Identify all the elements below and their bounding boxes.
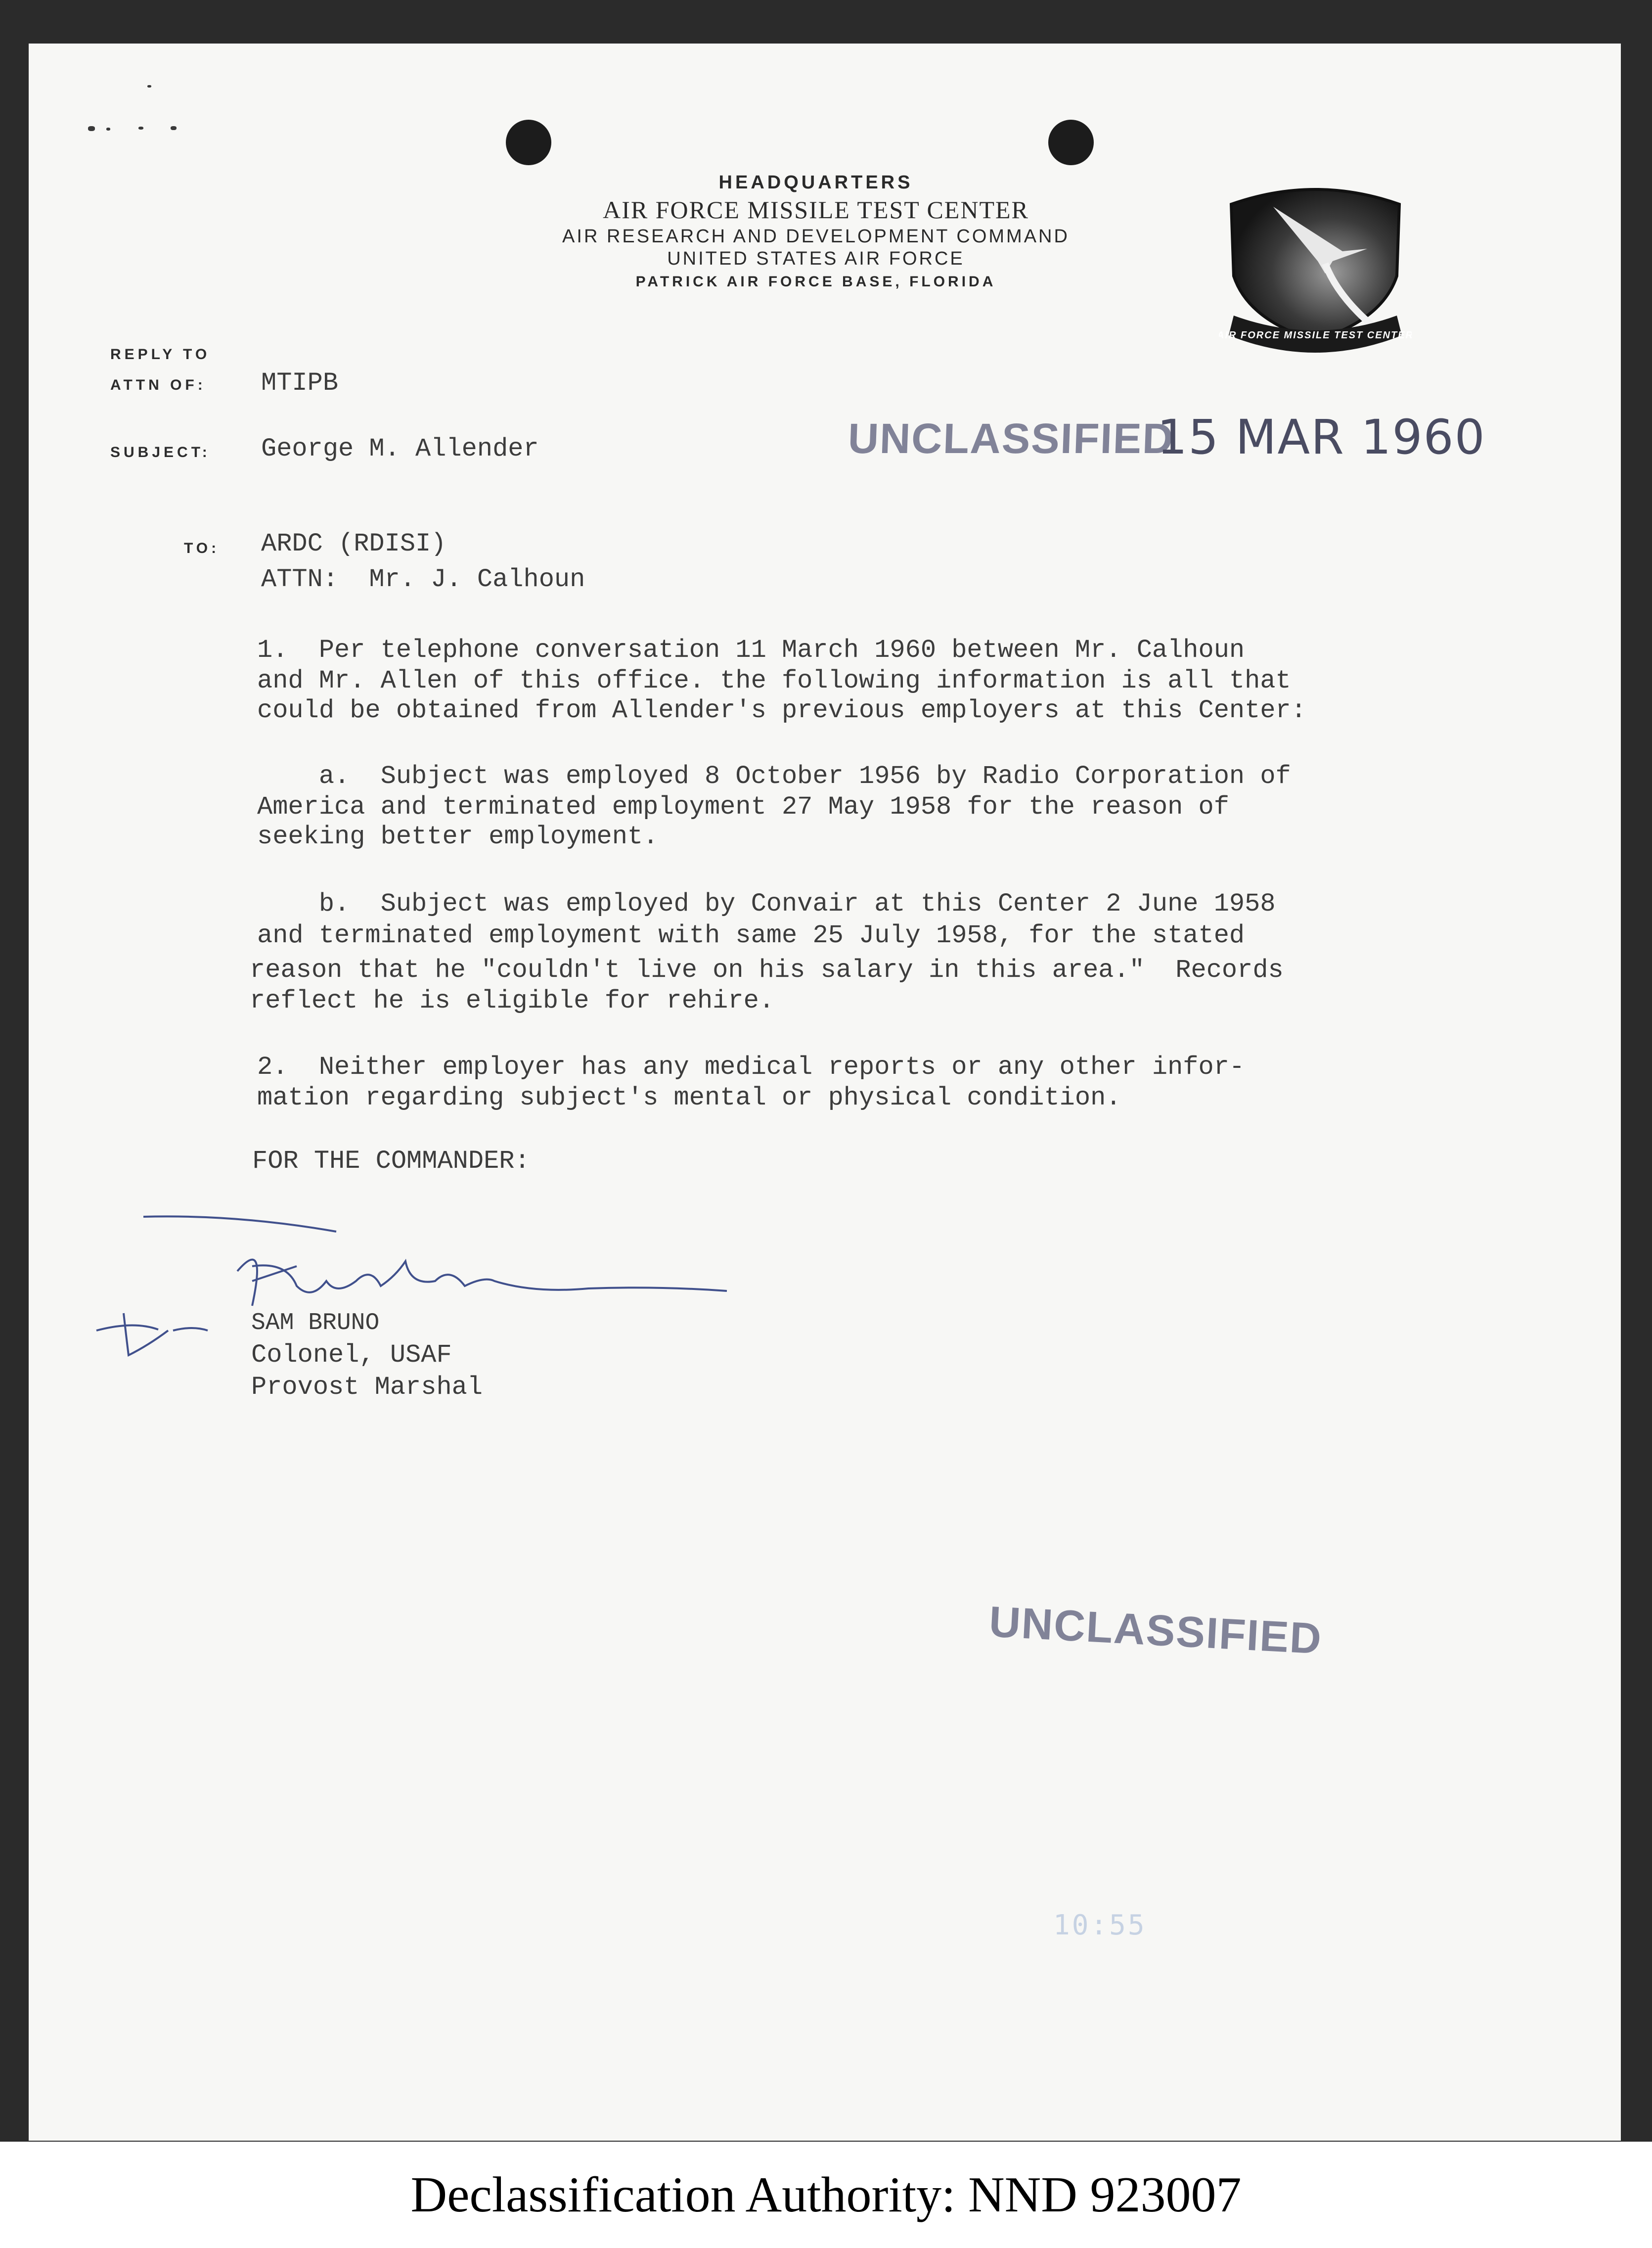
letterhead-line5: PATRICK AIR FORCE BASE, FLORIDA: [635, 274, 996, 290]
date-stamp: 15 MAR 1960: [1157, 410, 1486, 465]
closing-line: FOR THE COMMANDER:: [252, 1147, 530, 1176]
paragraph-b-line3: reason that he "couldn't live on his salary in this area." Records: [250, 956, 1284, 985]
declassification-footer: Declassification Authority: NND 923007: [0, 2142, 1652, 2248]
paragraph-a-line1: a. Subject was employed 8 October 1956 by Radio Corporation of: [257, 762, 1291, 791]
signer-rank: Colonel, USAF: [251, 1340, 452, 1370]
paper-speck: [171, 126, 177, 130]
paper-speck: [138, 127, 143, 130]
punch-hole-left: [506, 120, 551, 165]
to-line1: ARDC (RDISI): [261, 529, 446, 558]
attn-of-label: ATTN OF:: [110, 377, 206, 393]
paragraph-b-line1: b. Subject was employed by Convair at this Center 2 June 1958: [257, 889, 1276, 918]
signer-name: SAM BRUNO: [251, 1310, 380, 1336]
punch-hole-right: [1048, 120, 1094, 165]
paragraph-1-line1: 1. Per telephone conversation 11 March 1960 between Mr. Calhoun: [257, 636, 1245, 665]
paragraph-a-line3: seeking better employment.: [257, 822, 659, 851]
paper-speck: [147, 85, 151, 88]
paragraph-b-line4: reflect he is eligible for rehire.: [250, 986, 774, 1015]
signer-title: Provost Marshal: [251, 1373, 483, 1402]
paper-speck: [106, 128, 110, 131]
paragraph-2-line1: 2. Neither employer has any medical reports or any other infor-: [257, 1053, 1245, 1082]
to-label: TO:: [184, 540, 220, 556]
emblem-text: AIR FORCE MISSILE TEST CENTER: [1219, 330, 1412, 341]
letterhead-line2: AIR FORCE MISSILE TEST CENTER: [603, 196, 1029, 224]
subject-label: SUBJECT:: [110, 444, 211, 460]
paragraph-1-line2: and Mr. Allen of this office. the following information is all that: [257, 666, 1291, 695]
command-emblem: [1219, 177, 1412, 365]
classification-stamp-bottom: UNCLASSIFIED: [987, 1597, 1324, 1663]
classification-stamp-top: UNCLASSIFIED: [847, 415, 1175, 462]
paragraph-a-line2: America and terminated employment 27 May 1958 for the reason of: [257, 792, 1229, 822]
subject-value: George M. Allender: [261, 434, 539, 463]
to-line2: ATTN: Mr. J. Calhoun: [261, 565, 585, 594]
paragraph-2-line2: mation regarding subject's mental or physical condition.: [257, 1083, 1121, 1112]
paper-speck: [88, 126, 95, 131]
letterhead-line3: AIR RESEARCH AND DEVELOPMENT COMMAND: [562, 226, 1070, 247]
letterhead-line1: HEADQUARTERS: [718, 172, 913, 193]
paragraph-b-line2: and terminated employment with same 25 July 1958, for the stated: [257, 921, 1245, 950]
time-stamp: 10:55: [1053, 1909, 1147, 1941]
letterhead-line4: UNITED STATES AIR FORCE: [667, 248, 965, 269]
reply-to-label: REPLY TO: [110, 346, 211, 363]
reply-to-value: MTIPB: [261, 368, 339, 398]
letterhead: [494, 172, 1137, 290]
paragraph-1-line3: could be obtained from Allender's previous employers at this Center:: [257, 696, 1306, 725]
shield-emblem-icon: [1219, 177, 1412, 365]
